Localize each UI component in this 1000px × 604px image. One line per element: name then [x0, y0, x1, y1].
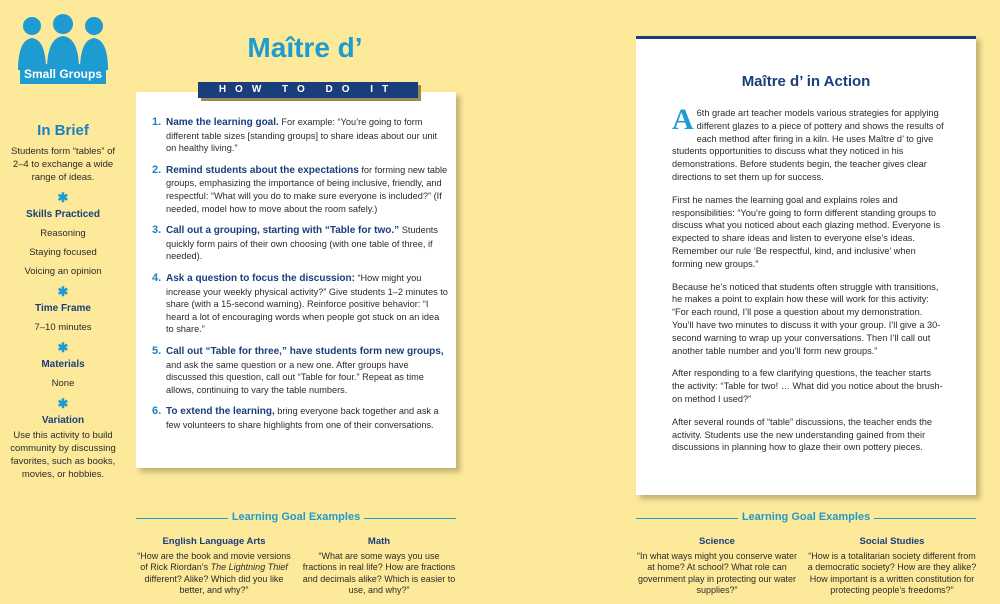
step-lead: Remind students about the expectations: [166, 164, 359, 176]
step-lead: Ask a question to focus the discussion:: [166, 272, 355, 284]
step-item: [152, 272, 448, 336]
how-to-do-it-bar: HOW TO DO IT: [198, 82, 418, 98]
how-to-card: [136, 92, 456, 468]
example-text: “How are the book and movie versions of Rick Riordan’s The Lightning Thief different? Alike? Which did you like better, and why?”: [137, 550, 291, 595]
example-text: “What are some ways you use fractions in real life? How are fractions and decimals alike? Which is easier to use, and why?”: [302, 550, 456, 595]
steps-list: [152, 116, 448, 440]
step-text: Students quickly form pairs of their own choosing (with one table of three, if needed).: [166, 225, 438, 262]
in-brief-title: In Brief: [37, 122, 89, 139]
divider: [364, 518, 456, 519]
in-action-paragraph: Because he’s noticed that students often struggle with transitions, he makes a point to explain how these will work for this activity: “For each round, I’ll pose a question about my demonstration. You’ll have two minutes to discuss it with your group. I’ll give a 30-second warning to wrap up your conversations. Then I’ll call out another table number and you’ll form new groups.”: [672, 281, 941, 356]
step-text: for forming new table groups, emphasizing the importance of being inclusive, friendly, and respectful: “What will you do to make sure everyone is included?” (If needed, model how to move about the room safely.): [166, 164, 448, 214]
materials-heading: Materials: [41, 359, 85, 370]
page-title: Maître d’: [247, 32, 363, 63]
step-number: 2.: [152, 163, 162, 176]
step-lead: Call out a grouping, starting with “Table for two.”: [166, 225, 400, 237]
example-science: [636, 536, 798, 597]
example-subject: Social Studies: [859, 536, 925, 547]
step-item: [152, 164, 448, 215]
step-item: [152, 345, 448, 396]
star-icon: ✱: [57, 340, 69, 355]
in-action-card: [636, 36, 976, 495]
step-lead: To extend the learning,: [166, 406, 275, 418]
step-item: [152, 224, 448, 263]
skills-heading: Skills Practiced: [26, 209, 100, 220]
drop-cap: A: [672, 103, 694, 136]
in-action-paragraph: A 6th grade art teacher models various strategies for applying different glazes to a piece of pottery and shows the results of each method after firing in a kiln. He uses Maître d’ to give students opportunities to discuss what they noticed in his demonstrations. Before students begin, the teacher gives clear directions to set them up for success.: [672, 103, 944, 182]
step-text: and ask the same question or a new one. After groups have discussed this question, call out “Table for four.” Repeat as time allows, continuing to vary the table numbers.: [166, 359, 424, 395]
learning-goal-examples-title: Learning Goal Examples: [231, 511, 361, 523]
time-value: 7–10 minutes: [34, 322, 92, 333]
skill-item: Voicing an opinion: [24, 266, 102, 277]
in-action-body: [672, 103, 946, 464]
step-number: 4.: [152, 271, 162, 284]
example-ela: [136, 536, 292, 597]
example-subject: English Language Arts: [162, 536, 266, 547]
step-lead: Name the learning goal.: [166, 117, 279, 128]
step-lead: Call out “Table for three,” have students form new groups,: [166, 345, 444, 357]
example-text: “How is a totalitarian society different from a democratic society? How are they alike? How important is a written constitution for protecting people’s freedoms?”: [807, 550, 977, 595]
variation-text: Use this activity to build community by discussing favorites, such as books, movies, or hobbies.: [10, 430, 116, 480]
step-item: [152, 405, 448, 431]
step-number: 3.: [152, 224, 162, 237]
learning-goal-examples-title: Learning Goal Examples: [741, 511, 871, 523]
in-action-title: Maître d’ in Action: [741, 73, 871, 90]
example-math: [302, 536, 456, 597]
skill-item: Staying focused: [29, 247, 97, 258]
step-item: [152, 116, 448, 155]
materials-value: None: [51, 378, 75, 389]
step-number: 1.: [152, 116, 162, 128]
in-brief-summary: Students form “tables” of 2–4 to exchange a wide range of ideas.: [10, 146, 116, 183]
small-groups-badge: Small Groups: [20, 64, 106, 84]
variation-heading: Variation: [41, 415, 85, 426]
step-number: 6.: [152, 405, 162, 418]
time-heading: Time Frame: [35, 303, 91, 314]
step-number: 5.: [152, 344, 162, 357]
in-action-paragraph: After responding to a few clarifying questions, the teacher starts the activity: “Table for two! … What did you notice about the brush-on method I used?”: [672, 368, 943, 404]
divider: [136, 518, 228, 519]
star-icon: ✱: [57, 190, 69, 205]
example-text: “In what ways might you conserve water at home? At school? What role can government play in protecting our water supplies?”: [636, 550, 798, 595]
in-action-paragraph: First he names the learning goal and explains roles and responsibilities: “You’re going to form different standing groups to discuss what you noticed about each glazing method. Everyone is expected to share ideas and listen to everyone else’s ideas. Remember our rule ‘Be respectful, kind, and inclusive’ when forming new groups.”: [672, 194, 941, 269]
in-brief-sidebar: [8, 124, 118, 483]
divider: [874, 518, 976, 519]
example-subject: Math: [367, 536, 391, 547]
example-subject: Science: [699, 536, 735, 547]
divider: [636, 518, 738, 519]
skill-item: Reasoning: [40, 228, 86, 239]
example-social-studies: [806, 536, 978, 597]
step-text: bring everyone back together and ask a few volunteers to share highlights from one of their conversations.: [166, 406, 439, 430]
step-text: “How might you increase your weekly physical activity?” Give students 1–2 minutes to share (with a 15-second warning). Reinforce positive behavior: “I heard a lot of encouraging words when people got stuck on an idea to share.”: [166, 272, 448, 335]
star-icon: ✱: [57, 284, 69, 299]
star-icon: ✱: [57, 396, 69, 411]
step-text: For example: “You’re going to form different table sizes [standing groups] to share ideas about our unit on healthy living.”: [166, 117, 438, 154]
in-action-paragraph: After several rounds of “table” discussions, the teacher ends the activity. Students use the new understanding gained from their discussions in planning how to glaze their own pottery pieces.: [672, 416, 932, 453]
